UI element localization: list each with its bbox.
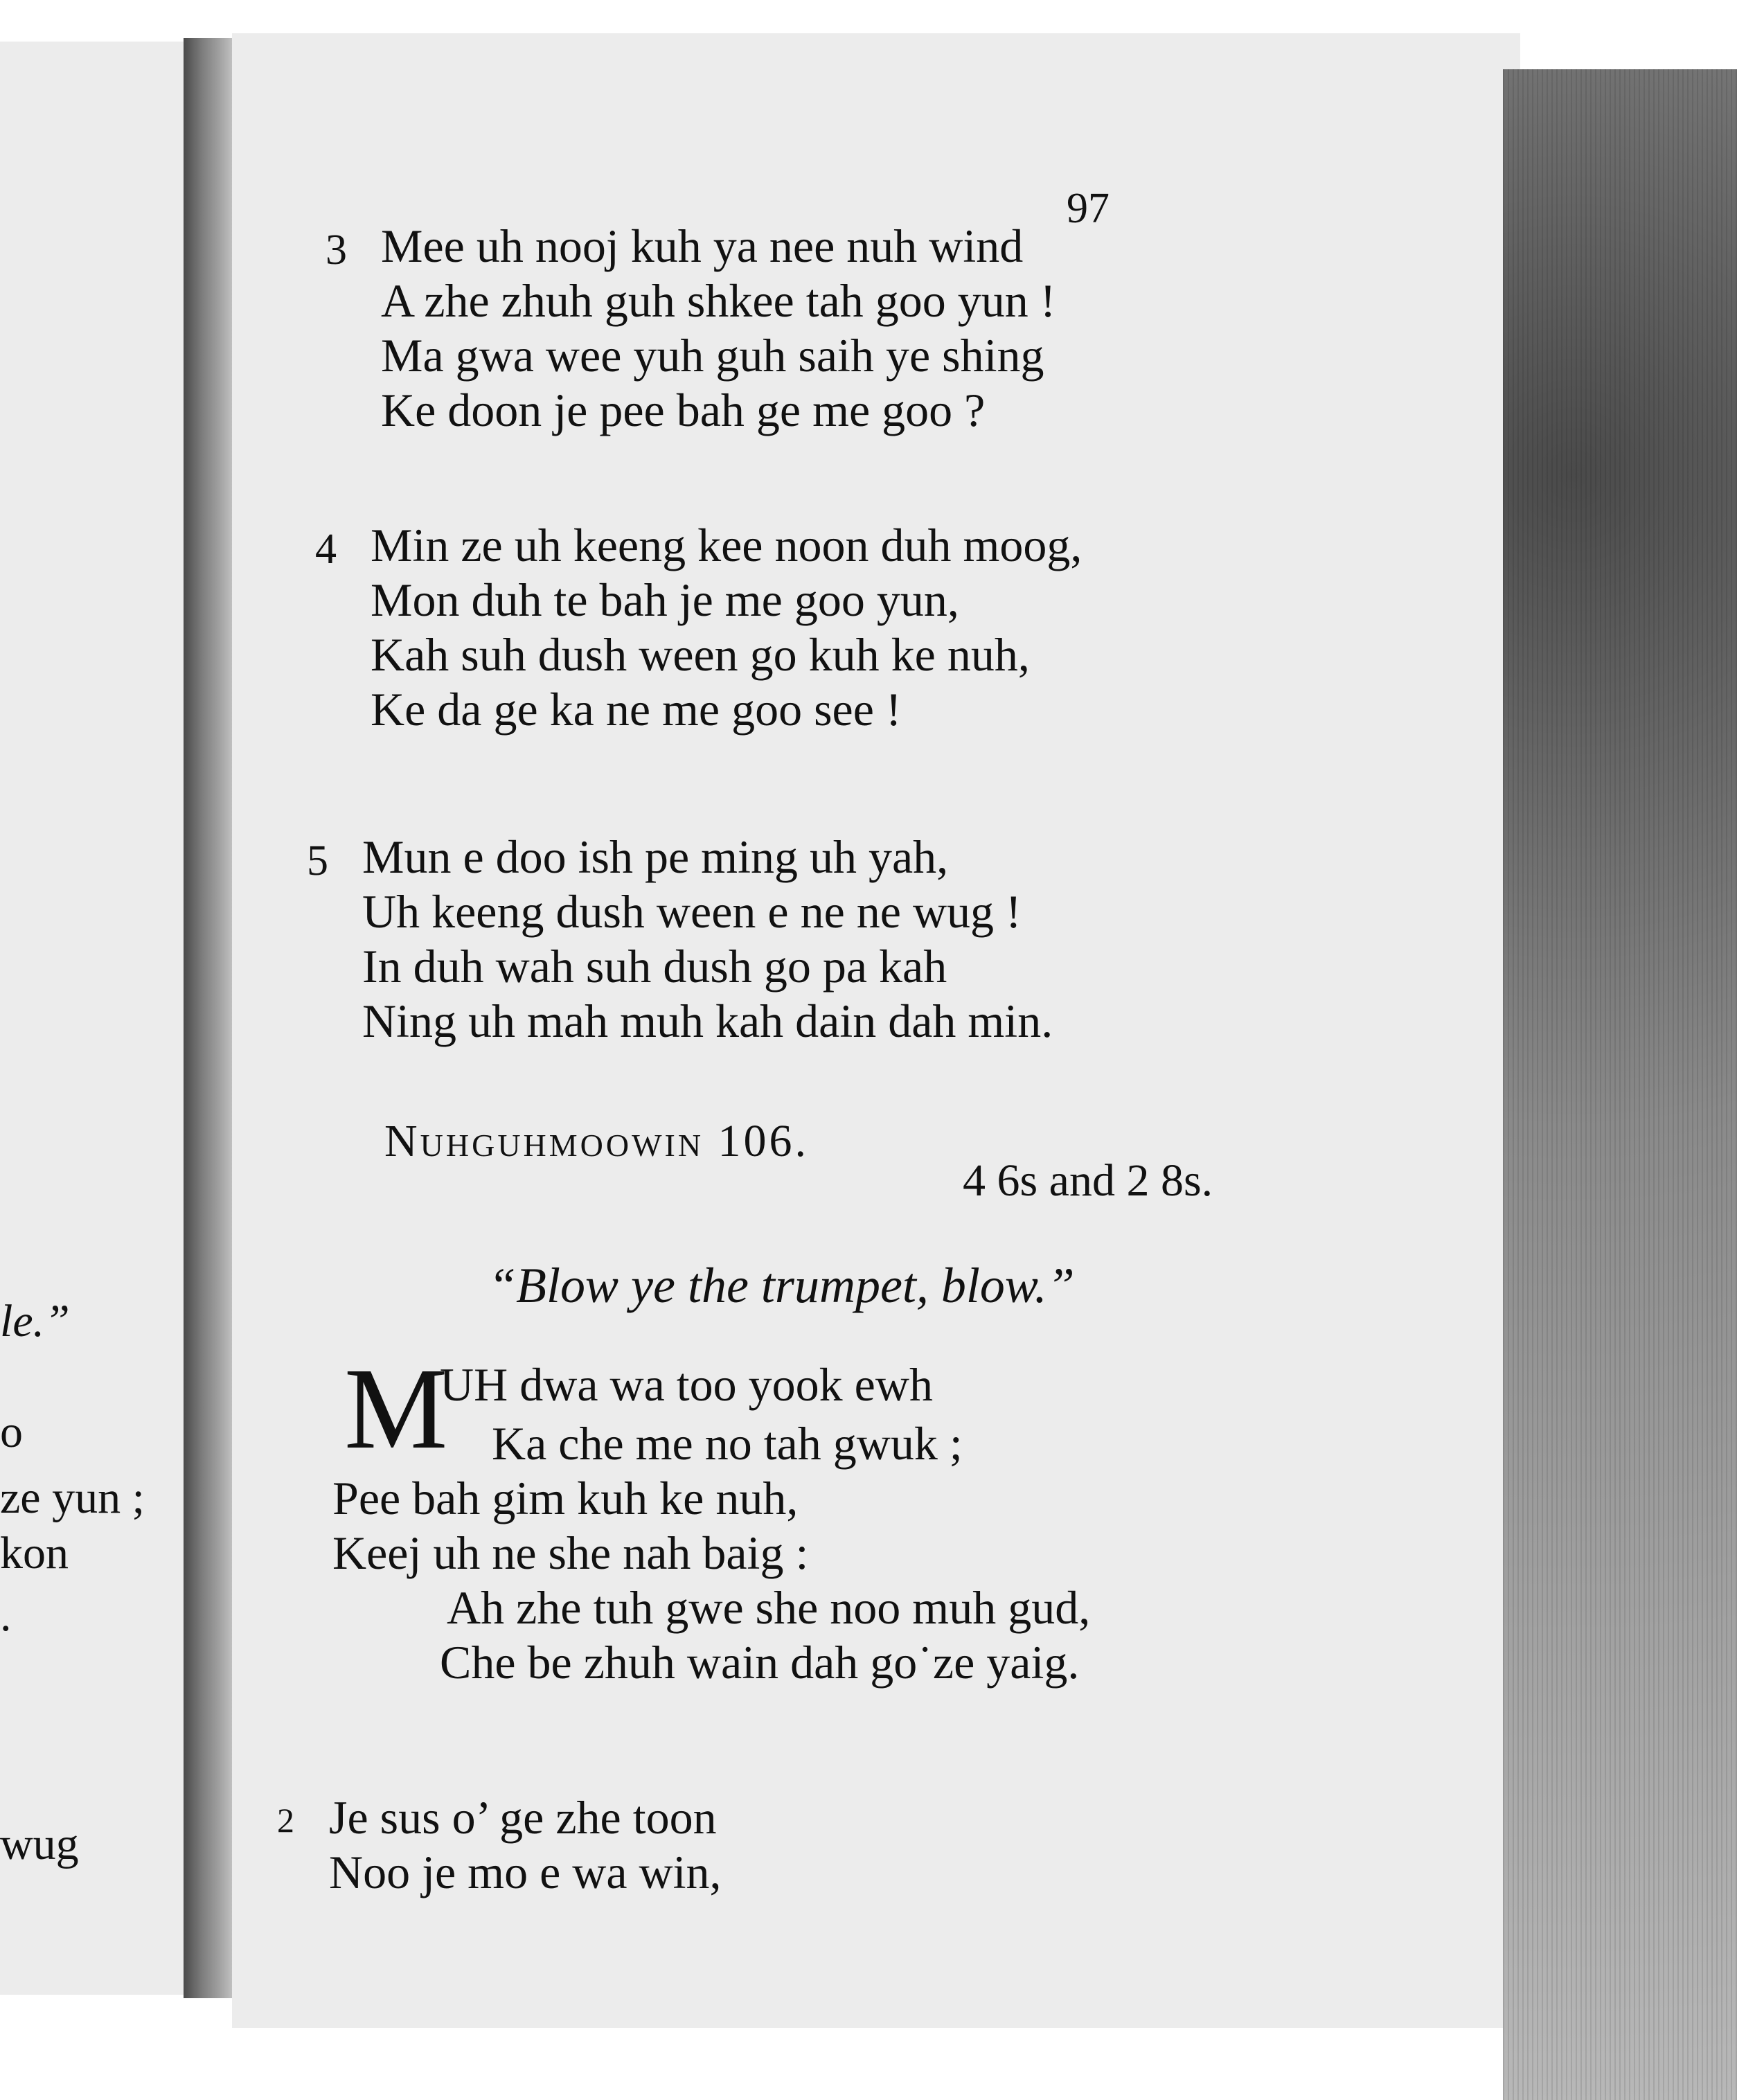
drop-cap: M (344, 1344, 448, 1473)
verse-line: Ke da ge ka ne me goo see ! (371, 683, 902, 736)
verse-line: Je sus o’ ge zhe toon (329, 1791, 717, 1844)
verse-5 (307, 830, 1053, 1049)
hymn-meter: 4 6s and 2 8s. (963, 1155, 1213, 1206)
facing-page (0, 42, 187, 1995)
verse-line: Ma gwa wee yuh guh saih ye shing (381, 329, 1044, 382)
verse-line: Ning uh mah muh kah dain dah min. (362, 995, 1053, 1047)
verse-line: Ah zhe tuh gwe she noo muh gud, (447, 1581, 1091, 1634)
verse-line: Ka che me no tah gwuk ; (492, 1417, 963, 1470)
hymn-heading: Nuhguhmoowin 106. (384, 1116, 810, 1166)
hymn-epigraph: “Blow ye the trumpet, blow.” (488, 1258, 1075, 1313)
verse-line: Mee uh nooj kuh ya nee nuh wind (381, 220, 1024, 272)
book-page (232, 33, 1520, 2028)
verse-line: Ke doon je pee bah ge me goo ? (381, 384, 986, 436)
facing-fragment: kon (0, 1528, 69, 1578)
verse-line: Uh keeng dush ween e ne ne wug ! (362, 885, 1022, 938)
verse-line: A zhe zhuh guh shkee tah goo yun ! (381, 274, 1056, 327)
verse-number: 3 (326, 226, 347, 274)
facing-fragment: wug (0, 1819, 79, 1869)
page-number: 97 (1067, 185, 1110, 232)
facing-fragment: o (0, 1407, 23, 1457)
verse-line: Pee bah gim kuh ke nuh, (332, 1472, 799, 1524)
verse-line: Mon duh te bah je me goo yun, (371, 573, 959, 626)
hymn-stanza-2 (277, 1790, 722, 1900)
stanza-first-line: UH dwa wa too yook ewh (440, 1358, 933, 1411)
verse-line: In duh wah suh dush go pa kah (362, 940, 947, 993)
verse-line: Min ze uh keeng kee noon duh moog, (371, 519, 1083, 571)
verse-line: Mun e doo ish pe ming uh yah, (362, 830, 949, 883)
hymn-stanza-1 (332, 1416, 1090, 1690)
verse-line: Keej uh ne she nah baig : (332, 1527, 809, 1579)
verse-line: Kah suh dush ween go kuh ke nuh, (371, 628, 1030, 681)
verse-number: 5 (307, 837, 328, 884)
facing-fragment: ze yun ; (0, 1472, 145, 1523)
verse-number: 4 (315, 526, 337, 573)
verse-number: 2 (277, 1801, 294, 1840)
verse-4 (315, 518, 1083, 737)
page-edge (1503, 69, 1737, 2100)
facing-fragment: le.” (0, 1296, 70, 1346)
book-gutter (184, 38, 235, 1998)
facing-fragment: . (0, 1590, 12, 1641)
verse-line: Che be zhuh wain dah go˙ze yaig. (440, 1636, 1080, 1689)
verse-line: Noo je mo e wa win, (329, 1846, 722, 1898)
verse-3 (326, 219, 1056, 438)
